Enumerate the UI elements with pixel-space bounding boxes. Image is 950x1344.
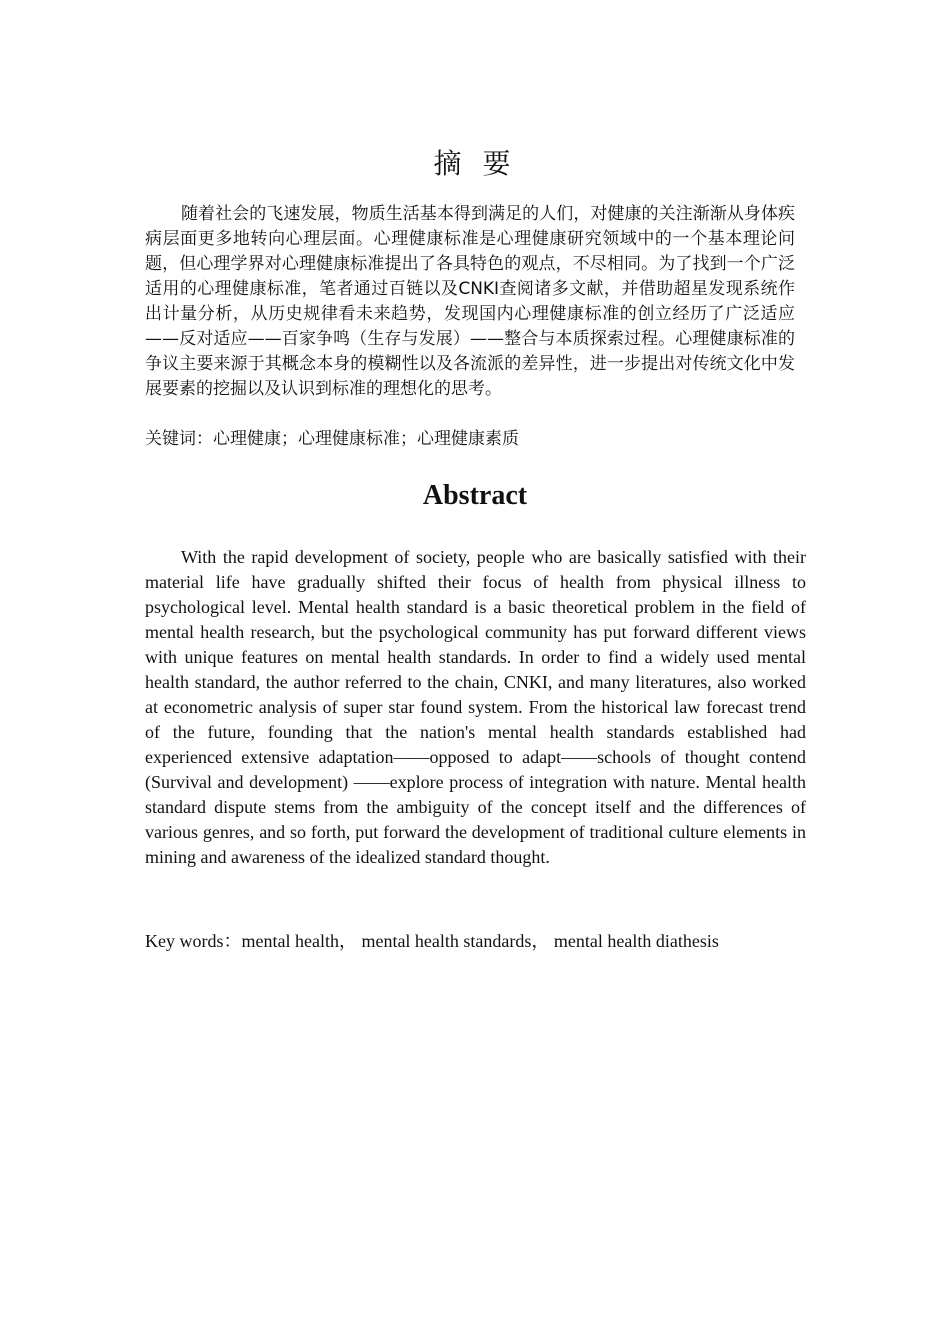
english-abstract-title: Abstract [422, 480, 528, 511]
chinese-abstract-body: 随着社会的飞速发展，物质生活基本得到满足的人们，对健康的关注渐渐从身体疾病层面更多地转向心理层面。心理健康标准是心理健康研究领域中的一个基本理论问题，但心理学界对心理健康标准提出了各具特色的观点，不尽相同。为了找到一个广泛适用的心理健康标准，笔者通过百链以及CNKI查阅诸多文献，并借助超星发现系统作出计量分析，从历史规律看未来趋势，发现国内心理健康标准的创立经历了广泛适应——反对适应——百家争鸣（生存与发展）——整合与本质探索过程。心理健康标准的争议主要来源于其概念本身的模糊性以及各流派的差异性，进一步提出对传统文化中发展要素的挖掘以及认识到标准的理想化的思考。 [145, 204, 795, 399]
english-keywords: Key words：mental health， mental health standards， mental health diathesis [145, 931, 719, 951]
english-abstract-body: With the rapid development of society, people who are basically satisfied with their material life have gradually shifted their focus of health from physical illness to psychological level. Mental health standard is a basic theoretical problem in the field of mental health research, but the psychological community has put forward different views with unique features on mental health standards. In order to find a widely used mental health standard, the author referred to the chain, CNKI, and many literatures, also worked at econometric analysis of super star found system. From the historical law forecast trend of the future, founding that the nation's mental health standards established had experienced extensive adaptation——opposed to adapt——schools of thought contend (Survival and development) ——explore process of integration with nature. Mental health standard dispute stems from the ambiguity of the concept itself and the differences of various genres, and so forth, put forward the development of traditional culture elements in mining and awareness of the idealized standard thought. [145, 547, 806, 867]
chinese-keywords: 关键词：心理健康；心理健康标准；心理健康素质 [145, 429, 519, 449]
chinese-abstract-title: 摘 要 [433, 147, 517, 180]
